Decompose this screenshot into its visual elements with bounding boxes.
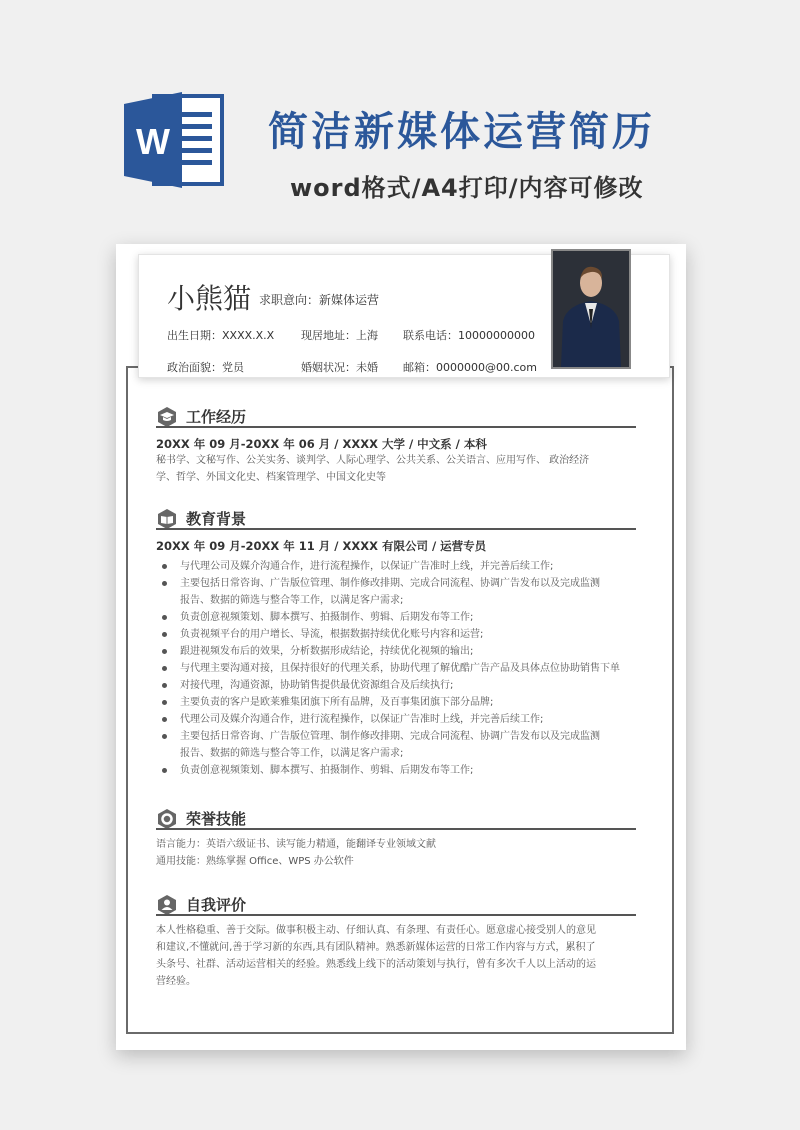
word-logo-icon — [120, 86, 228, 194]
section-work — [156, 404, 636, 486]
section-divider — [156, 828, 636, 830]
work-courses-line: 秘书学、文秘写作、公关实务、谈判学、人际心理学、公共关系、公关语言、应用写作、 政治经济 — [156, 455, 590, 466]
birth-date: 出生日期：XXXX.X.X — [167, 329, 275, 342]
job-intent: 求职意向：新媒体运营 — [259, 293, 380, 307]
self-eval-line: 营经验。 — [156, 976, 196, 987]
section-title-education: 教育背景 — [186, 510, 247, 528]
section-divider — [156, 528, 636, 530]
education-bullet-item: 跟进视频发布后的效果，分析数据形成结论，持续优化视频的输出; — [156, 643, 636, 660]
education-bullet-item: 报告、数据的筛选与整合等工作，以满足客户需求; — [180, 748, 404, 759]
education-bullet-item: 与代理主要沟通对接，且保持很好的代理关系，协助代理了解优酷广告产品及具体点位协助销售下单 — [156, 660, 636, 677]
education-bullet-item: 对接代理，沟通资源，协助销售提供最优资源组合及后续执行; — [156, 677, 636, 694]
email: 邮箱：0000000@00.com — [403, 361, 537, 374]
word-logo-letter: W — [136, 121, 170, 162]
book-icon — [156, 508, 178, 530]
education-bullet-item: 主要包括日常咨询、广告版位管理、制作修改排期、完成合同流程、协调广告发布以及完成监测 — [156, 728, 636, 745]
work-entry-header: 20XX 年 09 月-20XX 年 06 月 / XXXX 大学 / 中文系 / 本科 — [156, 437, 487, 451]
education-bullet-item: 报告、数据的筛选与整合等工作，以满足客户需求; — [180, 595, 404, 606]
education-bullet-list — [156, 558, 636, 779]
education-bullet-item: 负责视频平台的用户增长、导流，根据数据持续优化账号内容和运营; — [156, 626, 636, 643]
profile-photo — [551, 249, 631, 369]
section-divider — [156, 426, 636, 428]
education-bullet-item: 主要负责的客户是欧莱雅集团旗下所有品牌，及百事集团旗下部分品牌; — [156, 694, 636, 711]
resume-header — [138, 254, 670, 378]
political-status: 政治面貌：党员 — [167, 361, 244, 374]
section-title-skills: 荣誉技能 — [186, 810, 247, 828]
education-bullet-item: 负责创意视频策划、脚本撰写、拍摄制作、剪辑、后期发布等工作; — [156, 609, 636, 626]
self-eval-line: 本人性格稳重、善于交际。做事积极主动、仔细认真、有条理、有责任心。愿意虚心接受别人的意见 — [156, 925, 596, 936]
work-courses-line: 学、哲学、外国文化史、档案管理学、中国文化史等 — [156, 472, 386, 483]
graduation-cap-icon — [156, 406, 178, 428]
education-entry-header: 20XX 年 09 月-20XX 年 11 月 / XXXX 有限公司 / 运营专员 — [156, 539, 487, 553]
section-skills — [156, 806, 636, 870]
section-title-work: 工作经历 — [186, 408, 247, 426]
education-bullet-item: 与代理公司及媒介沟通合作，进行流程操作，以保证广告准时上线，并完善后续工作; — [156, 558, 636, 575]
section-education — [156, 506, 636, 779]
self-eval-line: 头条号、社群、活动运营相关的经验。熟悉线上线下的活动策划与执行，曾有多次千人以上活动的运 — [156, 959, 596, 970]
section-title-self: 自我评价 — [186, 896, 247, 914]
resume-page — [116, 244, 686, 1050]
education-bullet-item: 代理公司及媒介沟通合作，进行流程操作，以保证广告准时上线，并完善后续工作; — [156, 711, 636, 728]
banner-title: 简洁新媒体运营简历 — [268, 109, 655, 155]
banner-subtitle: word格式/A4打印/内容可修改 — [290, 174, 644, 202]
gear-icon — [156, 808, 178, 830]
education-bullet-item: 主要包括日常咨询、广告版位管理、制作修改排期、完成合同流程、协调广告发布以及完成监测 — [156, 575, 636, 592]
user-icon — [156, 894, 178, 916]
candidate-name: 小熊猫 — [167, 282, 252, 315]
marital-status: 婚姻状况：未婚 — [301, 361, 378, 374]
address: 现居地址：上海 — [301, 329, 378, 342]
phone: 联系电话：10000000000 — [403, 329, 535, 342]
education-bullet-item: 负责创意视频策划、脚本撰写、拍摄制作、剪辑、后期发布等工作; — [156, 762, 636, 779]
self-eval-line: 和建议,不懂就问,善于学习新的东西,具有团队精神。熟悉新媒体运营的日常工作内容与方式，累积了 — [156, 942, 596, 953]
skill-line: 通用技能：熟练掌握 Office、WPS 办公软件 — [156, 856, 354, 867]
section-divider — [156, 914, 636, 916]
skill-line: 语言能力：英语六级证书、读写能力精通，能翻译专业领域文献 — [156, 839, 436, 850]
section-self — [156, 892, 636, 990]
